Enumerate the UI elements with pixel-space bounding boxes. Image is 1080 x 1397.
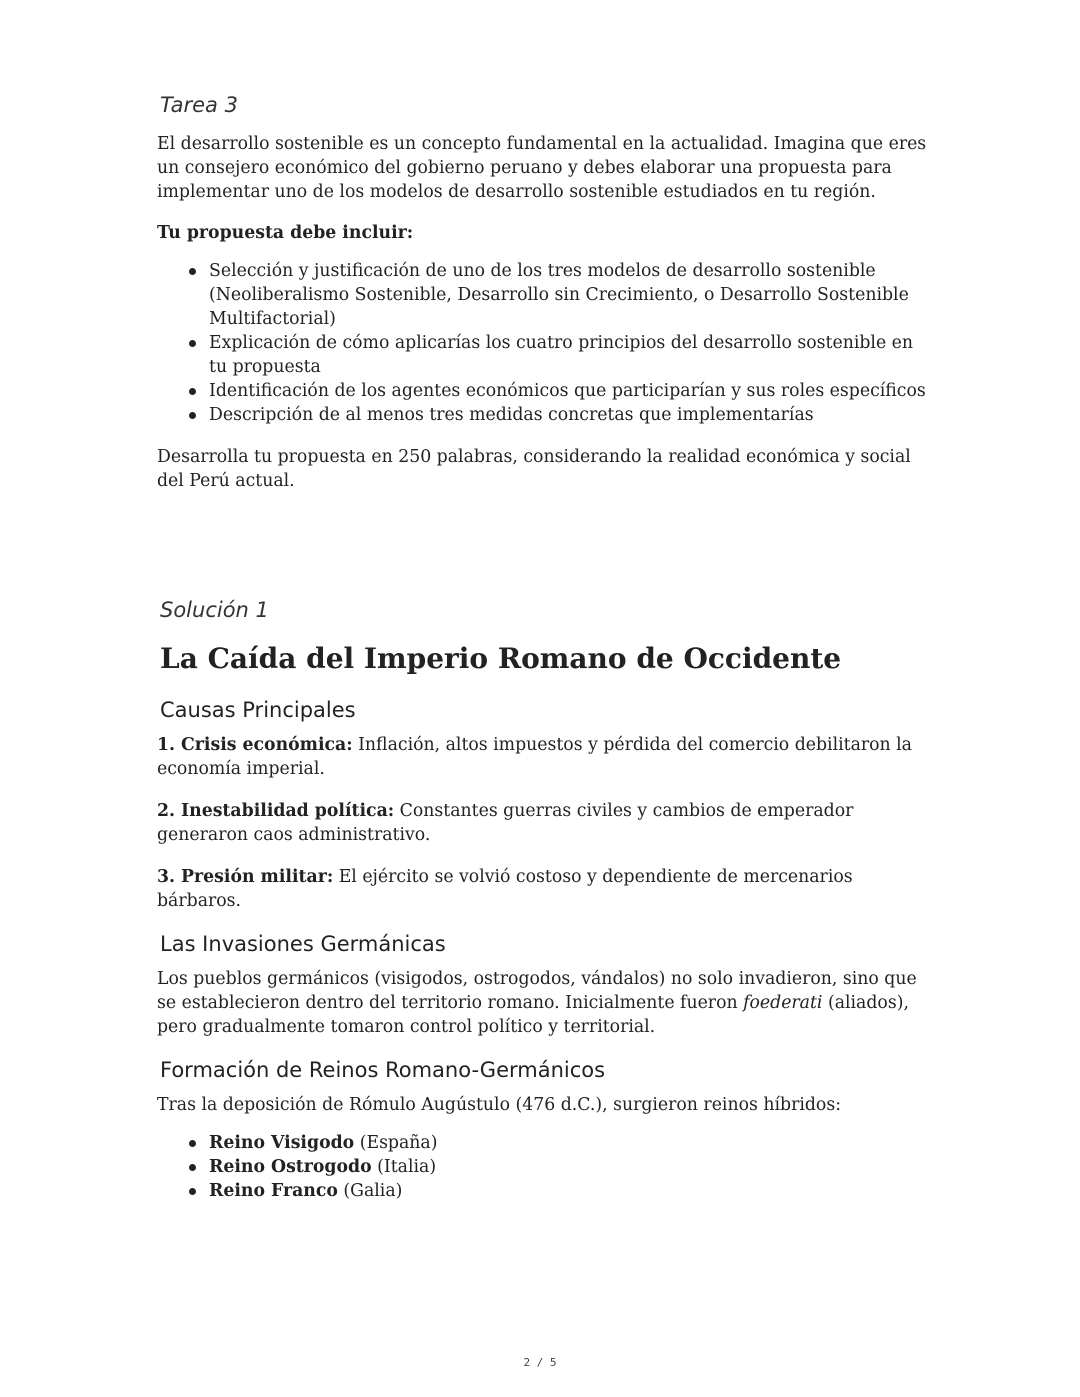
- cause-text: El ejército se volvió costoso y dependiente de mercenarios bárbaros.: [157, 867, 853, 911]
- kingdom-region: (Italia): [371, 1157, 437, 1177]
- cause-label: 2. Inestabilidad política:: [157, 801, 395, 821]
- document-page: [157, 90, 927, 1203]
- kingdoms-intro: Tras la deposición de Rómulo Augústulo (476 d.C.), surgieron reinos híbridos:: [157, 1095, 842, 1115]
- list-item: [187, 1155, 927, 1179]
- task-requirements-list: [157, 259, 927, 427]
- kingdom-name: Reino Visigodo: [209, 1133, 355, 1153]
- list-item: Descripción de al menos tres medidas concretas que implementarías: [187, 403, 927, 427]
- list-item: Selección y justificación de uno de los tres modelos de desarrollo sostenible (Neoliberalismo Sostenible, Desarrollo sin Crecimiento, o Desarrollo Sostenible Multifactorial): [187, 259, 927, 331]
- cause-text: Constantes guerras civiles y cambios de emperador generaron caos administrativo.: [157, 801, 854, 845]
- kingdoms-list: [157, 1131, 927, 1203]
- solution-title: La Caída del Imperio Romano de Occidente: [160, 642, 842, 675]
- cause-item: [157, 733, 927, 781]
- cause-label: 3. Presión militar:: [157, 867, 334, 887]
- kingdom-name: Reino Ostrogodo: [209, 1157, 372, 1177]
- cause-item: [157, 865, 927, 913]
- invasions-text: (aliados), pero gradualmente tomaron control político y territorial.: [157, 993, 909, 1037]
- invasions-text: Los pueblos germánicos (visigodos, ostrogodos, vándalos) no solo invadieron, sino que se establecieron dentro del territorio romano. Inicialmente fueron: [157, 969, 917, 1013]
- task-intro: El desarrollo sostenible es un concepto fundamental en la actualidad. Imagina que eres un consejero económico del gobierno peruano y debes elaborar una propuesta para implementar uno de los modelos de desarrollo sostenible estudiados en tu región.: [157, 134, 927, 202]
- list-item: [187, 1131, 927, 1155]
- task-label: Tarea 3: [160, 93, 238, 117]
- invasions-paragraph: [157, 967, 927, 1039]
- section-spacer: [157, 493, 927, 595]
- cause-item: [157, 799, 927, 847]
- cause-label: 1. Crisis económica:: [157, 735, 353, 755]
- kingdom-region: (Galia): [337, 1181, 403, 1201]
- kingdoms-heading: Formación de Reinos Romano-Germánicos: [160, 1058, 606, 1082]
- list-item: Identificación de los agentes económicos que participarían y sus roles específicos: [187, 379, 927, 403]
- foederati-term: foederati: [743, 993, 823, 1013]
- solution-label: Solución 1: [160, 598, 269, 622]
- task-subheading: Tu propuesta debe incluir:: [157, 223, 414, 243]
- kingdom-name: Reino Franco: [209, 1181, 338, 1201]
- cause-text: Inflación, altos impuestos y pérdida del comercio debilitaron la economía imperial.: [157, 735, 912, 779]
- causes-heading: Causas Principales: [160, 698, 356, 722]
- page-number: 2 / 5: [523, 1356, 557, 1369]
- kingdom-region: (España): [354, 1133, 438, 1153]
- list-item: Explicación de cómo aplicarías los cuatro principios del desarrollo sostenible en tu propuesta: [187, 331, 927, 379]
- invasions-heading: Las Invasiones Germánicas: [160, 932, 446, 956]
- list-item: [187, 1179, 927, 1203]
- task-closing: Desarrolla tu propuesta en 250 palabras, considerando la realidad económica y social del Perú actual.: [157, 447, 911, 491]
